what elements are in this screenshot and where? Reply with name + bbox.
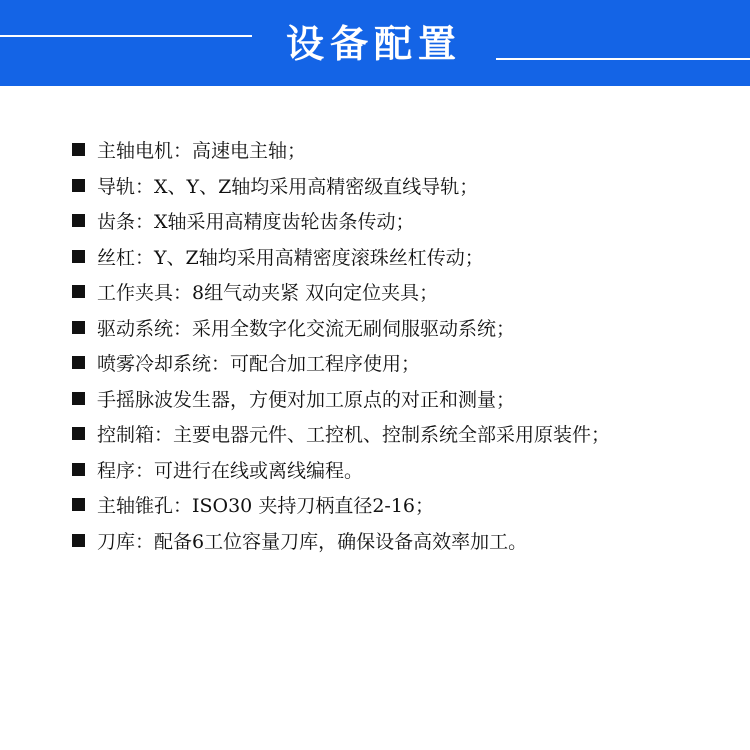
page-title: 设备配置 bbox=[285, 22, 462, 66]
list-item bbox=[72, 310, 610, 346]
list-item bbox=[72, 416, 610, 452]
square-bullet-icon bbox=[72, 214, 85, 227]
square-bullet-icon bbox=[72, 143, 85, 156]
square-bullet-icon bbox=[72, 285, 85, 298]
square-bullet-icon bbox=[72, 321, 85, 334]
square-bullet-icon bbox=[72, 427, 85, 440]
square-bullet-icon bbox=[72, 534, 85, 547]
square-bullet-icon bbox=[72, 498, 85, 511]
list-item bbox=[72, 452, 610, 488]
square-bullet-icon bbox=[72, 179, 85, 192]
list-item-text: 丝杠：Y、Z轴均采用高精密度滚珠丝杠传动； bbox=[97, 246, 484, 269]
square-bullet-icon bbox=[72, 392, 85, 405]
list-item-text: 喷雾冷却系统：可配合加工程序使用； bbox=[97, 353, 421, 376]
square-bullet-icon bbox=[72, 356, 85, 369]
list-item-text: 主轴锥孔：ISO30 夹持刀柄直径2-16； bbox=[97, 495, 435, 518]
list-item-text: 手摇脉波发生器，方便对加工原点的对正和测量； bbox=[97, 388, 516, 411]
list-item bbox=[72, 381, 610, 417]
list-item-text: 导轨：X、Y、Z轴均采用高精密级直线导轨； bbox=[97, 175, 479, 198]
header-line-right bbox=[496, 58, 750, 60]
list-item bbox=[72, 239, 610, 275]
header-banner bbox=[0, 0, 750, 86]
square-bullet-icon bbox=[72, 250, 85, 263]
header-line-left bbox=[0, 35, 252, 37]
list-item-text: 控制箱：主要电器元件、工控机、控制系统全部采用原装件； bbox=[97, 424, 611, 447]
list-item bbox=[72, 132, 610, 168]
list-item-text: 工作夹具：8组气动夹紧 双向定位夹具； bbox=[97, 282, 439, 305]
list-item-text: 驱动系统：采用全数字化交流无刷伺服驱动系统； bbox=[97, 317, 516, 340]
list-item-text: 程序：可进行在线或离线编程。 bbox=[97, 459, 364, 482]
list-item bbox=[72, 274, 610, 310]
list-item bbox=[72, 487, 610, 523]
list-item-text: 齿条：X轴采用高精度齿轮齿条传动； bbox=[97, 211, 415, 234]
list-item bbox=[72, 345, 610, 381]
list-item bbox=[72, 203, 610, 239]
square-bullet-icon bbox=[72, 463, 85, 476]
equipment-config-list bbox=[72, 132, 610, 558]
list-item bbox=[72, 523, 610, 559]
list-item bbox=[72, 168, 610, 204]
list-item-text: 主轴电机：高速电主轴； bbox=[97, 140, 307, 163]
list-item-text: 刀库：配备6工位容量刀库，确保设备高效率加工。 bbox=[97, 530, 528, 553]
